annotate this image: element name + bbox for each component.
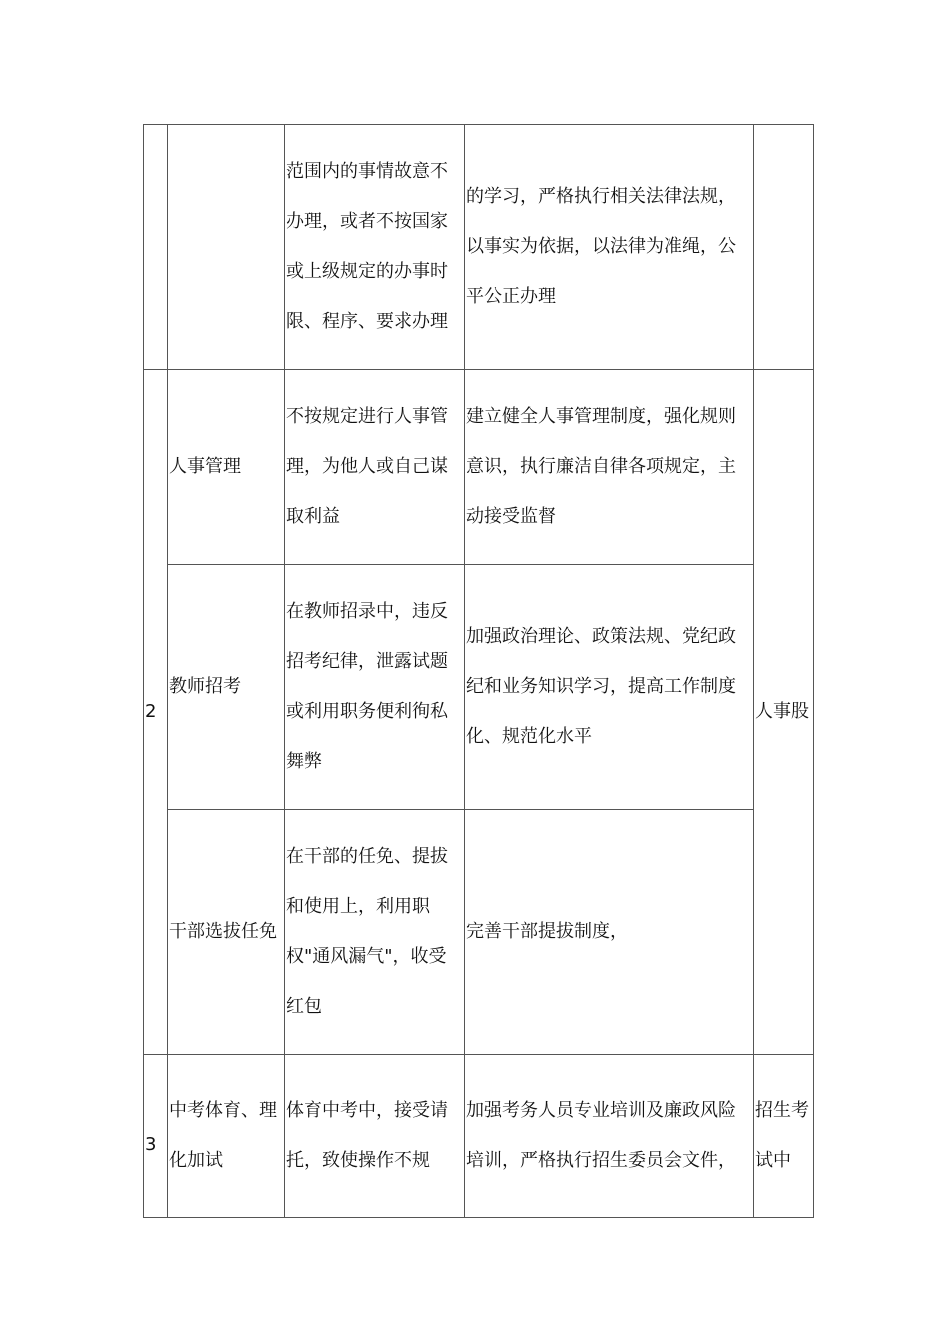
control-measure-cell: 加强政治理论、政策法规、党纪政纪和业务知识学习，提高工作制度化、规范化水平 [465,565,754,810]
risk-description-cell: 不按规定进行人事管理，为他人或自己谋取利益 [285,370,465,565]
risk-description-cell: 在干部的任免、提拔和使用上，利用职权"通风漏气"，收受红包 [285,810,465,1055]
control-measure-cell: 的学习，严格执行相关法律法规，以事实为依据，以法律为准绳，公平公正办理 [465,125,754,370]
risk-control-table [143,124,814,1218]
item-cell: 人事管理 [168,370,285,565]
control-measure-cell: 建立健全人事管理制度，强化规则意识，执行廉洁自律各项规定，主动接受监督 [465,370,754,565]
row-number-cell: 3 [144,1055,168,1218]
item-cell: 教师招考 [168,565,285,810]
risk-description-cell: 范围内的事情故意不办理，或者不按国家或上级规定的办事时限、程序、要求办理 [285,125,465,370]
department-cell: 人事股 [754,370,814,1055]
table-row [144,125,814,370]
control-measure-cell: 完善干部提拔制度， [465,810,754,1055]
item-cell: 干部选拔任免 [168,810,285,1055]
department-cell [754,125,814,370]
control-measure-cell: 加强考务人员专业培训及廉政风险培训，严格执行招生委员会文件， [465,1055,754,1218]
item-cell: 中考体育、理化加试 [168,1055,285,1218]
table-row [144,370,814,565]
item-cell [168,125,285,370]
table-row [144,565,814,810]
department-cell: 招生考试中 [754,1055,814,1218]
risk-description-cell: 在教师招录中，违反招考纪律，泄露试题或利用职务便利徇私舞弊 [285,565,465,810]
table-row [144,1055,814,1218]
row-number-cell [144,125,168,370]
risk-description-cell: 体育中考中，接受请托，致使操作不规 [285,1055,465,1218]
row-number-cell: 2 [144,370,168,1055]
table-row [144,810,814,1055]
